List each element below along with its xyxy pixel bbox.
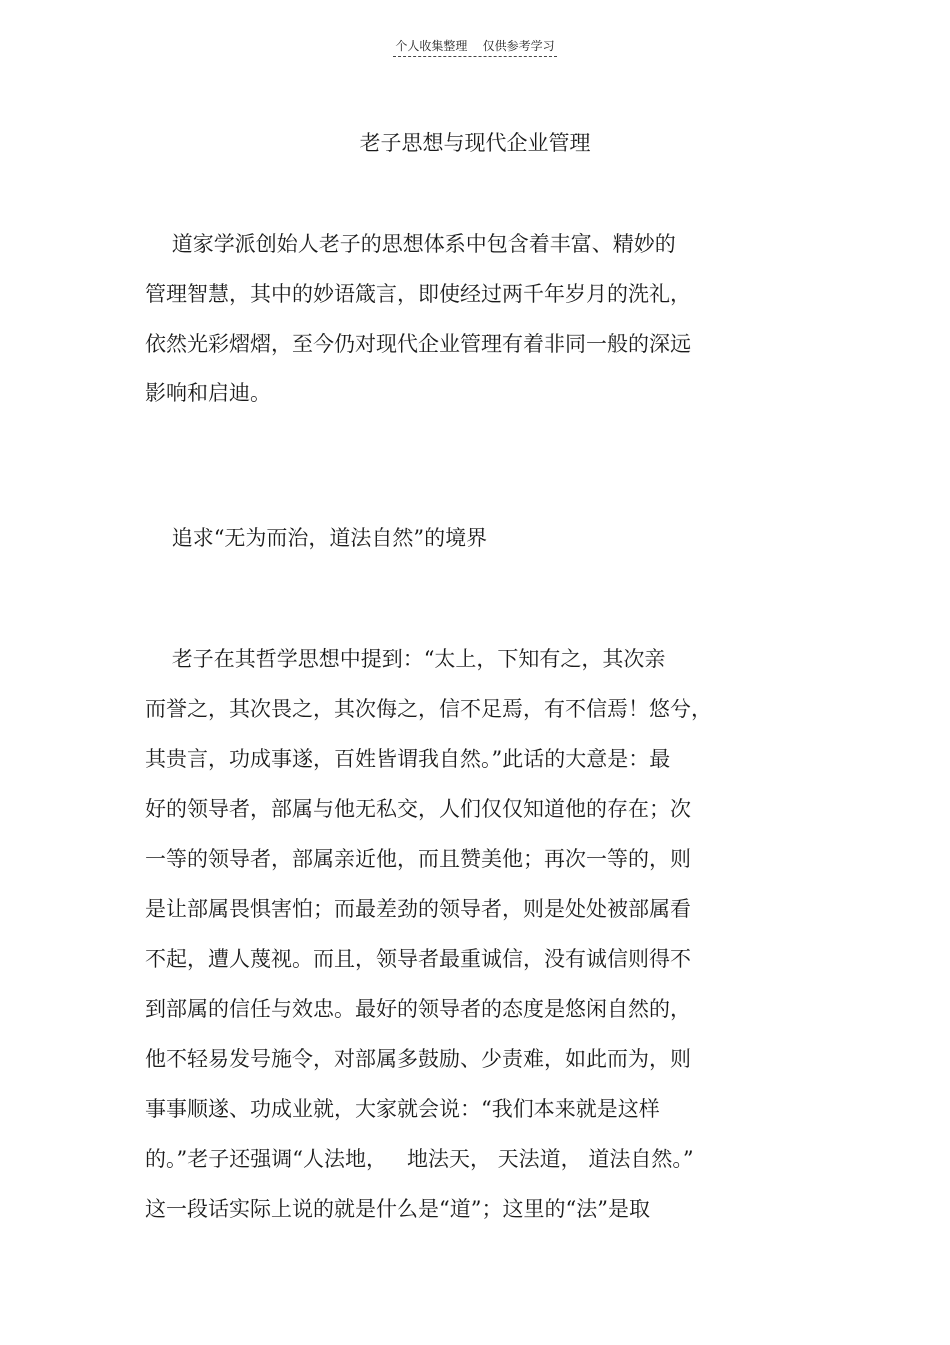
text-line: 好的领导者，部属与他无私交，人们仅仅知道他的存在；次 <box>145 797 691 821</box>
text-line: 事事顺遂、功成业就，大家就会说：“我们本来就是这样 <box>145 1097 660 1121</box>
page-header <box>0 38 950 57</box>
text-line: 是让部属畏惧害怕；而最差劲的领导者，则是处处被部属看 <box>145 897 691 921</box>
text-line: 老子在其哲学思想中提到：“太上，下知有之，其次亲 <box>145 647 666 671</box>
text-line: 不起，遭人蔑视。而且，领导者最重诚信，没有诚信则得不 <box>145 947 691 971</box>
text-line: 到部属的信任与效忠。最好的领导者的态度是悠闲自然的， <box>145 997 691 1021</box>
section-heading: 追求“无为而治，道法自然”的境界 <box>145 526 488 550</box>
text-line: 影响和启迪。 <box>145 381 271 405</box>
text-line: 一等的领导者，部属亲近他，而且赞美他；再次一等的，则 <box>145 847 691 871</box>
text-line: 这一段话实际上说的就是什么是“道”；这里的“法”是取 <box>145 1197 650 1221</box>
text-line: 依然光彩熠熠，至今仍对现代企业管理有着非同一般的深远 <box>145 332 691 356</box>
text-line: 的。”老子还强调“人法地， 地法天， 天法道， 道法自然。” <box>145 1147 694 1171</box>
text-line: 管理智慧，其中的妙语箴言，即使经过两千年岁月的洗礼， <box>145 282 691 306</box>
text-line: 道家学派创始人老子的思想体系中包含着丰富、精妙的 <box>145 232 676 256</box>
text-line: 而誉之，其次畏之，其次侮之，信不足焉，有不信焉！悠兮， <box>145 697 712 721</box>
document-title: 老子思想与现代企业管理 <box>359 131 591 155</box>
text-line: 其贵言，功成事遂，百姓皆谓我自然。”此话的大意是：最 <box>145 747 671 771</box>
header-text: 个人收集整理 仅供参考学习 <box>393 38 556 57</box>
text-line: 他不轻易发号施令，对部属多鼓励、少责难，如此而为，则 <box>145 1047 691 1071</box>
